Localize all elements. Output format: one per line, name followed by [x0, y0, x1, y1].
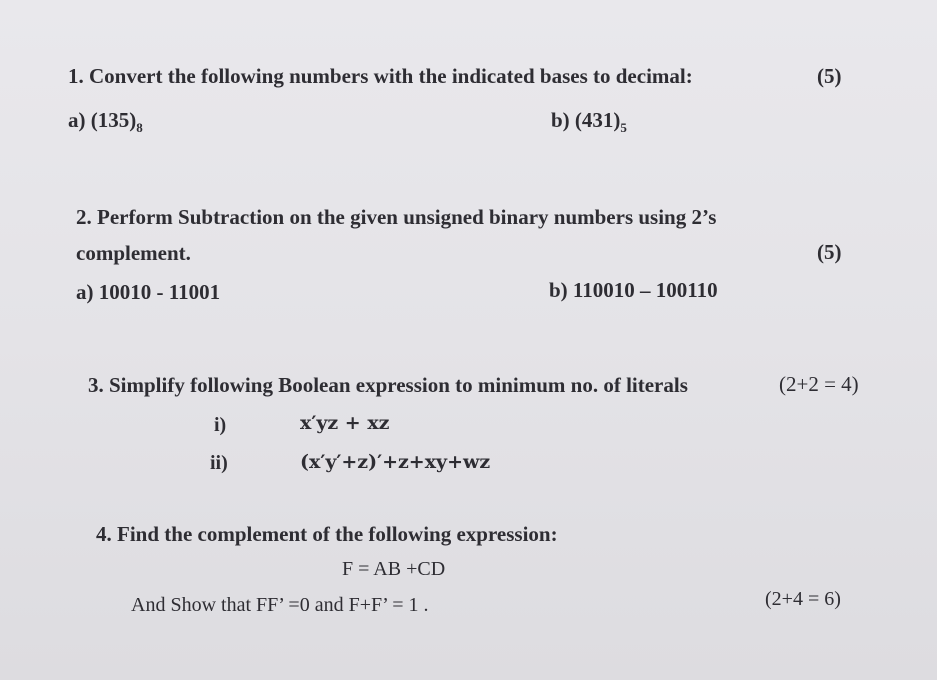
q1-part-b — [551, 108, 627, 136]
q2-line1: 2. Perform Subtraction on the given unsigned binary numbers using 2’s — [76, 205, 717, 229]
q3-i-label: i) — [214, 414, 227, 436]
q4-marks: (2+4 = 6) — [765, 588, 841, 610]
q2-part-a: a) 10010 - 11001 — [76, 280, 221, 304]
q3-ii-label: ii) — [210, 452, 228, 474]
q1-part-a-base: 8 — [136, 120, 143, 136]
q4-expression: F = AB +CD — [342, 558, 446, 580]
q4-text: 4. Find the complement of the following expression: — [96, 522, 558, 546]
q3-i-expr: x′yz + xz — [300, 412, 390, 434]
q2-marks: (5) — [817, 240, 842, 264]
q3-text: 3. Simplify following Boolean expression to minimum no. of literals — [88, 373, 688, 397]
q3-ii-expr: (x′y′+z)′+z+xy+wz — [300, 451, 491, 473]
q4-show: And Show that FF’ =0 and F+F’ = 1 . — [131, 594, 429, 616]
q1-marks: (5) — [817, 64, 842, 88]
q1-part-b-label: b) (431) — [551, 108, 621, 132]
q2-line2: complement. — [76, 241, 191, 265]
q1-part-a — [68, 108, 143, 136]
q1-part-a-label: a) (135) — [68, 108, 137, 132]
q1-text: 1. Convert the following numbers with the indicated bases to decimal: — [68, 64, 693, 88]
q1-part-b-base: 5 — [620, 120, 627, 136]
q2-part-b: b) 110010 – 100110 — [549, 278, 718, 302]
q3-marks: (2+2 = 4) — [779, 372, 859, 396]
